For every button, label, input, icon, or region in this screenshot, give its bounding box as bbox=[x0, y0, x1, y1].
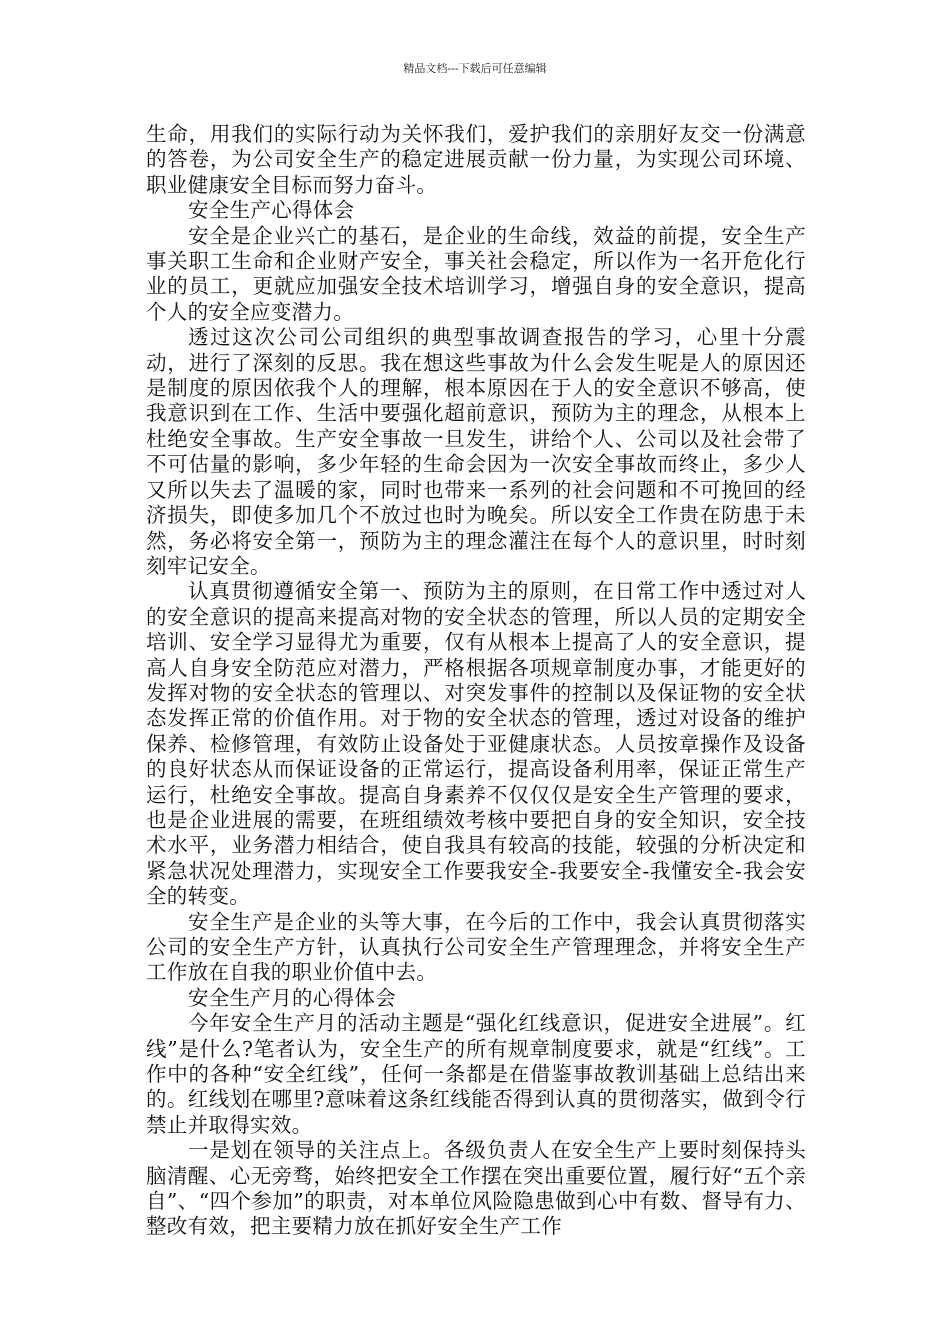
paragraph: 认真贯彻遵循安全第一、预防为主的原则，在日常工作中透过对人的安全意识的提高来提高对物的安全状态的管理，所以人员的定期安全培训、安全学习显得尤为重要，仅有从根本上提高了人的安全意识，提高人自身安全防范应对潜力，严格根据各项规章制度办事，才能更好的发挥对物的安全状态的管理以、对突发事件的控制以及保证物的安全状态发挥正常的价值作用。对于物的安全状态的管理，透过对设备的维护保养、检修管理，有效防止设备处于亚健康状态。人员按章操作及设备的良好状态从而保证设备的正常运行，提高设备利用率，保证正常生产运行，杜绝安全事故。提高自身素养不仅仅仅是安全生产管理的要求，也是企业进展的需要，在班组绩效考核中要把自身的安全知识，安全技术水平，业务潜力相结合，使自我具有较高的技能，较强的分析决定和紧急状况处理潜力，实现安全工作要我安全-我要安全-我懂安全-我会安全的转变。 bbox=[146, 579, 806, 909]
paragraph: 一是划在领导的关注点上。各级负责人在安全生产上要时刻保持头脑清醒、心无旁骛，始终把安全工作摆在突出重要位置，履行好“五个亲自”、“四个参加”的职责，对本单位风险隐患做到心中有数、督导有力、整改有效，把主要精力放在抓好安全生产工作 bbox=[146, 1138, 806, 1239]
paragraph: 今年安全生产月的活动主题是“强化红线意识，促进安全进展”。红线”是什么?笔者认为，安全生产的所有规章制度要求，就是“红线”。工作中的各种“安全红线”，任何一条都是在借鉴事故教训基础上总结出来的。红线划在哪里?意味着这条红线能否得到认真的贯彻落实，做到令行禁止并取得实效。 bbox=[146, 1011, 806, 1137]
section-heading-safety-experience: 安全生产心得体会 bbox=[188, 198, 355, 223]
paragraph: 安全生产是企业的头等大事，在今后的工作中，我会认真贯彻落实公司的安全生产方针，认真执行公司安全生产管理理念，并将安全生产工作放在自我的职业价值中去。 bbox=[146, 909, 806, 985]
paragraph-continuation: 生命，用我们的实际行动为关怀我们，爱护我们的亲朋好友交一份满意的答卷，为公司安全生产的稳定进展贡献一份力量，为实现公司环境、职业健康安全目标而努力奋斗。 bbox=[146, 122, 806, 197]
paragraph: 透过这次公司公司组织的典型事故调查报告的学习，心里十分震动，进行了深刻的反思。我在想这些事故为什么会发生呢是人的原因还是制度的原因依我个人的理解，根本原因在于人的安全意识不够高，使我意识到在工作、生活中要强化超前意识，预防为主的理念，从根本上杜绝安全事故。生产安全事故一旦发生，讲给个人、公司以及社会带了不可估量的影响，多少年轻的生命会因为一次安全事故而终止，多少人又所以失去了温暖的家，同时也带来一系列的社会问题和不可挽回的经济损失，即使多加几个不放过也时为晚矣。所以安全工作贵在防患于未然，务必将安全第一，预防为主的理念灌注在每个人的意识里，时时刻刻牢记安全。 bbox=[146, 325, 806, 578]
document-body bbox=[146, 122, 806, 1240]
section-heading-safety-month: 安全生产月的心得体会 bbox=[188, 985, 396, 1010]
paragraph: 安全是企业兴亡的基石，是企业的生命线，效益的前提，安全生产事关职工生命和企业财产安全，事关社会稳定，所以作为一名开危化行业的员工，更就应加强安全技术培训学习，增强自身的安全意识，提高个人的安全应变潜力。 bbox=[146, 223, 806, 324]
page-header: 精品文档---下载后可任意编辑 bbox=[403, 62, 547, 75]
